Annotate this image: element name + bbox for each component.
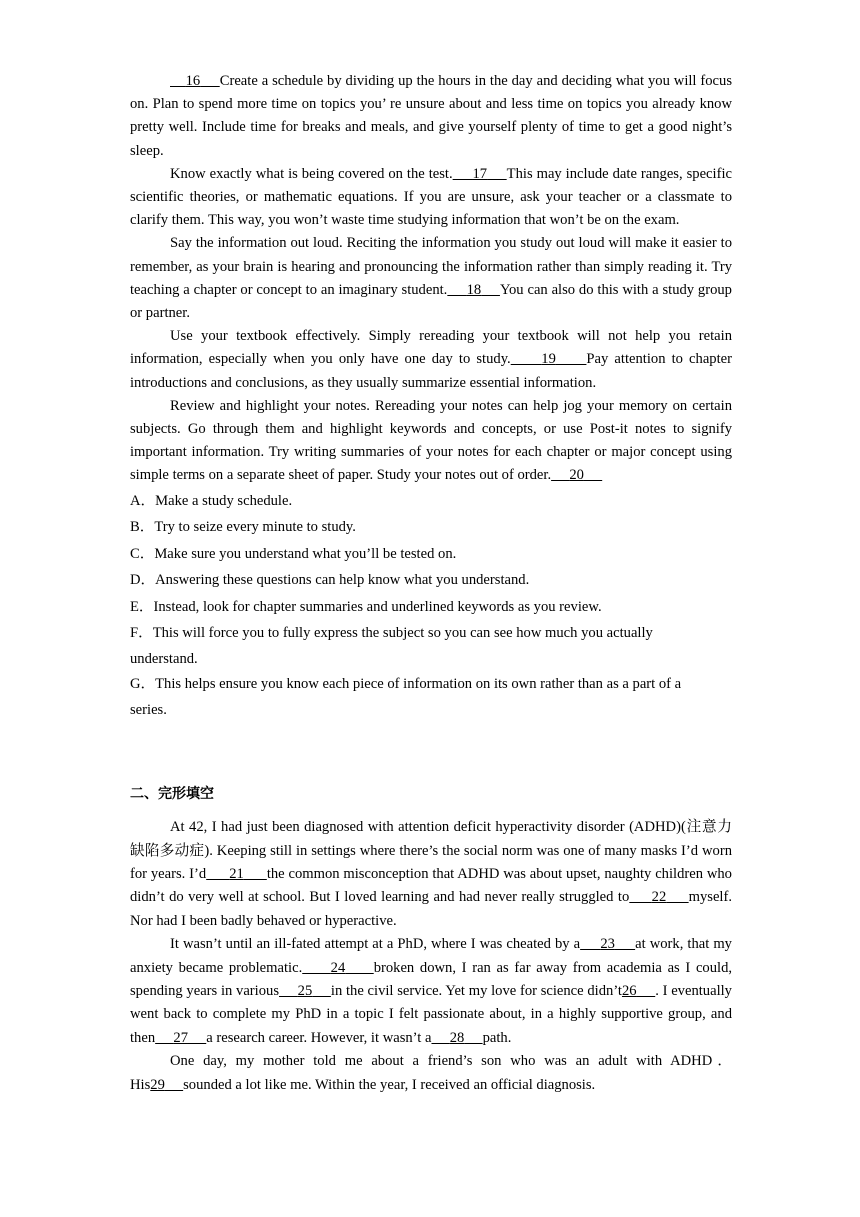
section-title: 二、完形填空 <box>130 786 214 803</box>
cloze-section <box>130 783 732 1097</box>
blank-20[interactable]: 20 <box>569 467 584 484</box>
option-f[interactable]: F．This will force you to fully express the subject so you can see how much you actually understand. <box>130 625 653 667</box>
paragraph-17: Know exactly what is being covered on the test. 17 This may include date ranges, specific scientific theories, or mathematic equations. If you are unsure, ask your teacher or a classmate to clarify them. This way, you won’t waste time studying information that won’t be on the exam. <box>130 165 732 229</box>
paragraph-19: Use your textbook effectively. Simply rereading your textbook will not help you retain information, especially when you only have one day to study. 19 Pay attention to chapter introductions and conclusions, as they usually summarize essential information. <box>130 328 732 391</box>
paragraph-16: 16 Create a schedule by dividing up the hours in the day and deciding what you will focus on. Plan to spend more time on topics you’ re unsure about and less time on topics you already know pretty well. Include time for breaks and meals, and give yourself plenty of time to get a good night’s sleep. <box>130 73 732 159</box>
cloze-paragraph-3: One day, my mother told me about a friend’s son who was an adult with ADHD．His29 sounded a lot like me. Within the year, I received an official diagnosis. <box>130 1053 732 1093</box>
blank-24[interactable]: 24 <box>330 959 346 976</box>
document-page <box>130 70 732 1097</box>
blank-27[interactable]: 27 <box>173 1029 188 1046</box>
blank-22[interactable]: 22 <box>651 889 667 906</box>
option-b[interactable]: B．Try to seize every minute to study. <box>130 519 356 536</box>
option-e[interactable]: E．Instead, look for chapter summaries and underlined keywords as you review. <box>130 598 602 615</box>
blank-17[interactable]: 17 <box>472 165 488 182</box>
blank-23[interactable]: 23 <box>600 936 615 953</box>
option-a[interactable]: A．Make a study schedule. <box>130 492 293 509</box>
blank-29[interactable]: 29 <box>150 1076 165 1093</box>
blank-19[interactable]: 19 <box>541 351 556 368</box>
blank-28[interactable]: 28 <box>449 1029 465 1046</box>
option-d[interactable]: D．Answering these questions can help know what you understand. <box>130 572 530 589</box>
option-g[interactable]: G．This helps ensure you know each piece of information on its own rather than as a part of a series. <box>130 676 682 718</box>
cloze-paragraph-2: It wasn’t until an ill-fated attempt at a PhD, where I was cheated by a 23 at work, that my anxiety became problematic. 24 broken down, I ran as far away from academia as I could, spending years in various 25 in the civil service. Yet my love for science didn’t26 . I eventually went back to complete my PhD in a topic I felt passionate about, in a highly supportive group, and then 27 a research career. However, it wasn’t a 28 path. <box>130 936 733 1046</box>
cloze-paragraph-1: At 42, I had just been diagnosed with attention deficit hyperactivity disorder (ADHD)(注意力缺陷多动症). Keeping still in settings where there’s the social norm was one of many masks I’d worn for years. I’d 21 the common misconception that ADHD was about upset, naughty children who didn’t do very well at school. But I loved learning and had never really struggled to 22 myself. Nor had I been badly behaved or hyperactive. <box>130 819 732 929</box>
option-c[interactable]: C．Make sure you understand what you’ll be tested on. <box>130 545 457 562</box>
paragraph-18: Say the information out loud. Reciting the information you study out loud will make it easier to remember, as your brain is hearing and pronouncing the information rather than simply reading it. Try teaching a chapter or concept to an imaginary student. 18 You can also do this with a study group or partner. <box>130 235 732 322</box>
reading-passage <box>130 70 732 488</box>
blank-26[interactable]: 26 <box>621 983 637 999</box>
blank-25[interactable]: 25 <box>297 983 313 999</box>
blank-18[interactable]: 18 <box>466 281 482 298</box>
options-list <box>130 489 732 724</box>
blank-16[interactable]: 16 <box>185 73 201 89</box>
paragraph-20: Review and highlight your notes. Rereading your notes can help jog your memory on certain subjects. Go through them and highlight keywords and concepts, or use Post-it notes to signify important information. Try writing summaries of your notes for each chapter or major concept using simple terms on a separate sheet of paper. Study your notes out of order. 20 <box>130 397 732 484</box>
blank-21[interactable]: 21 <box>229 865 244 882</box>
